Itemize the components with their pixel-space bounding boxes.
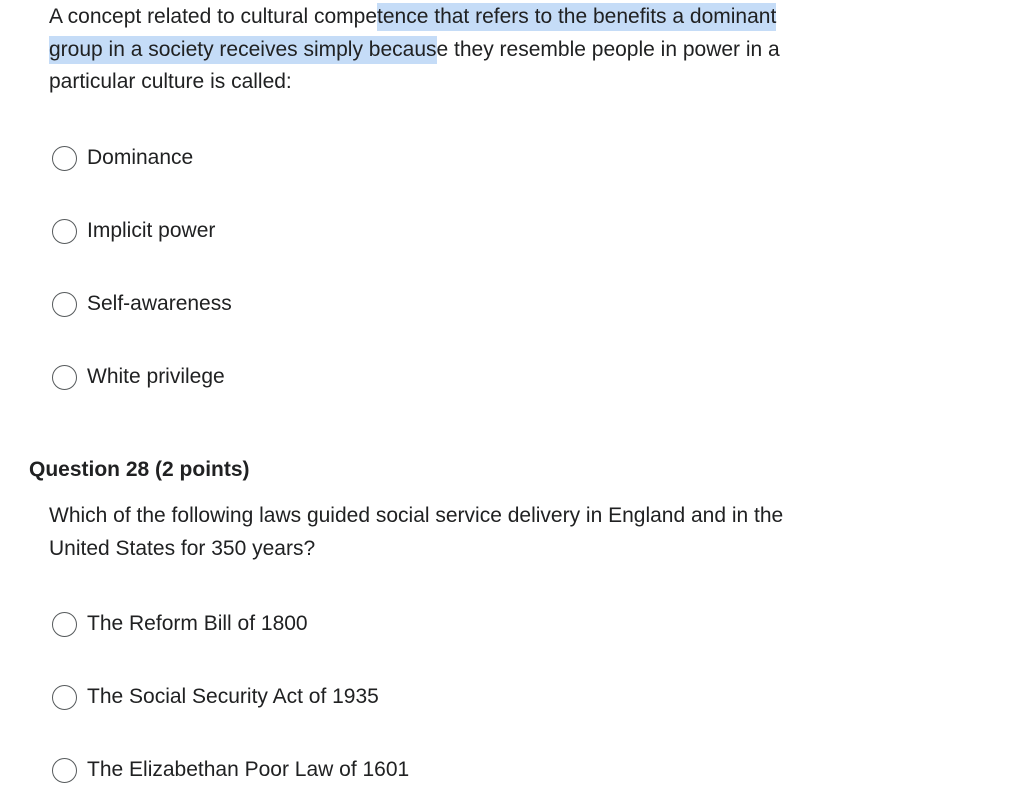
selected-text: group in a society receives simply becaus	[49, 36, 437, 64]
question-28-prompt	[49, 500, 849, 565]
q28-option-social-security-act[interactable]	[52, 682, 379, 712]
q27-option-implicit-power[interactable]	[52, 216, 215, 246]
q28-option-reform-bill[interactable]	[52, 609, 308, 639]
prompt-text-end: particular culture is called:	[49, 70, 292, 93]
prompt-line-1: Which of the following laws guided social service delivery in England and in the	[49, 504, 784, 527]
option-label: Implicit power	[87, 219, 216, 242]
option-label: Self-awareness	[87, 292, 232, 315]
radio-button[interactable]	[52, 219, 77, 244]
option-label: The Social Security Act of 1935	[87, 685, 379, 708]
q27-option-dominance[interactable]	[52, 143, 193, 173]
q27-option-self-awareness[interactable]	[52, 289, 232, 319]
prompt-text-before-selection: A concept related to cultural compe	[49, 5, 378, 28]
question-title: Question 28	[29, 458, 150, 481]
option-label: The Reform Bill of 1800	[87, 612, 308, 635]
option-label: Dominance	[87, 146, 194, 169]
question-27-prompt	[49, 1, 849, 99]
radio-button[interactable]	[52, 146, 77, 171]
option-label: White privilege	[87, 365, 225, 388]
radio-button[interactable]	[52, 685, 77, 710]
radio-button[interactable]	[52, 365, 77, 390]
question-28-heading	[29, 455, 250, 485]
prompt-text-after-selection: e they resemble people in power in a	[436, 37, 780, 61]
option-label: The Elizabethan Poor Law of 1601	[87, 758, 410, 781]
selected-text: tence that refers to the benefits a dominant	[377, 3, 776, 31]
radio-button[interactable]	[52, 758, 77, 783]
prompt-line-2: United States for 350 years?	[49, 536, 316, 560]
q28-option-elizabethan-poor-law[interactable]	[52, 755, 409, 785]
q27-option-white-privilege[interactable]	[52, 362, 225, 392]
radio-button[interactable]	[52, 292, 77, 317]
question-points: (2 points)	[155, 458, 250, 481]
radio-button[interactable]	[52, 612, 77, 637]
